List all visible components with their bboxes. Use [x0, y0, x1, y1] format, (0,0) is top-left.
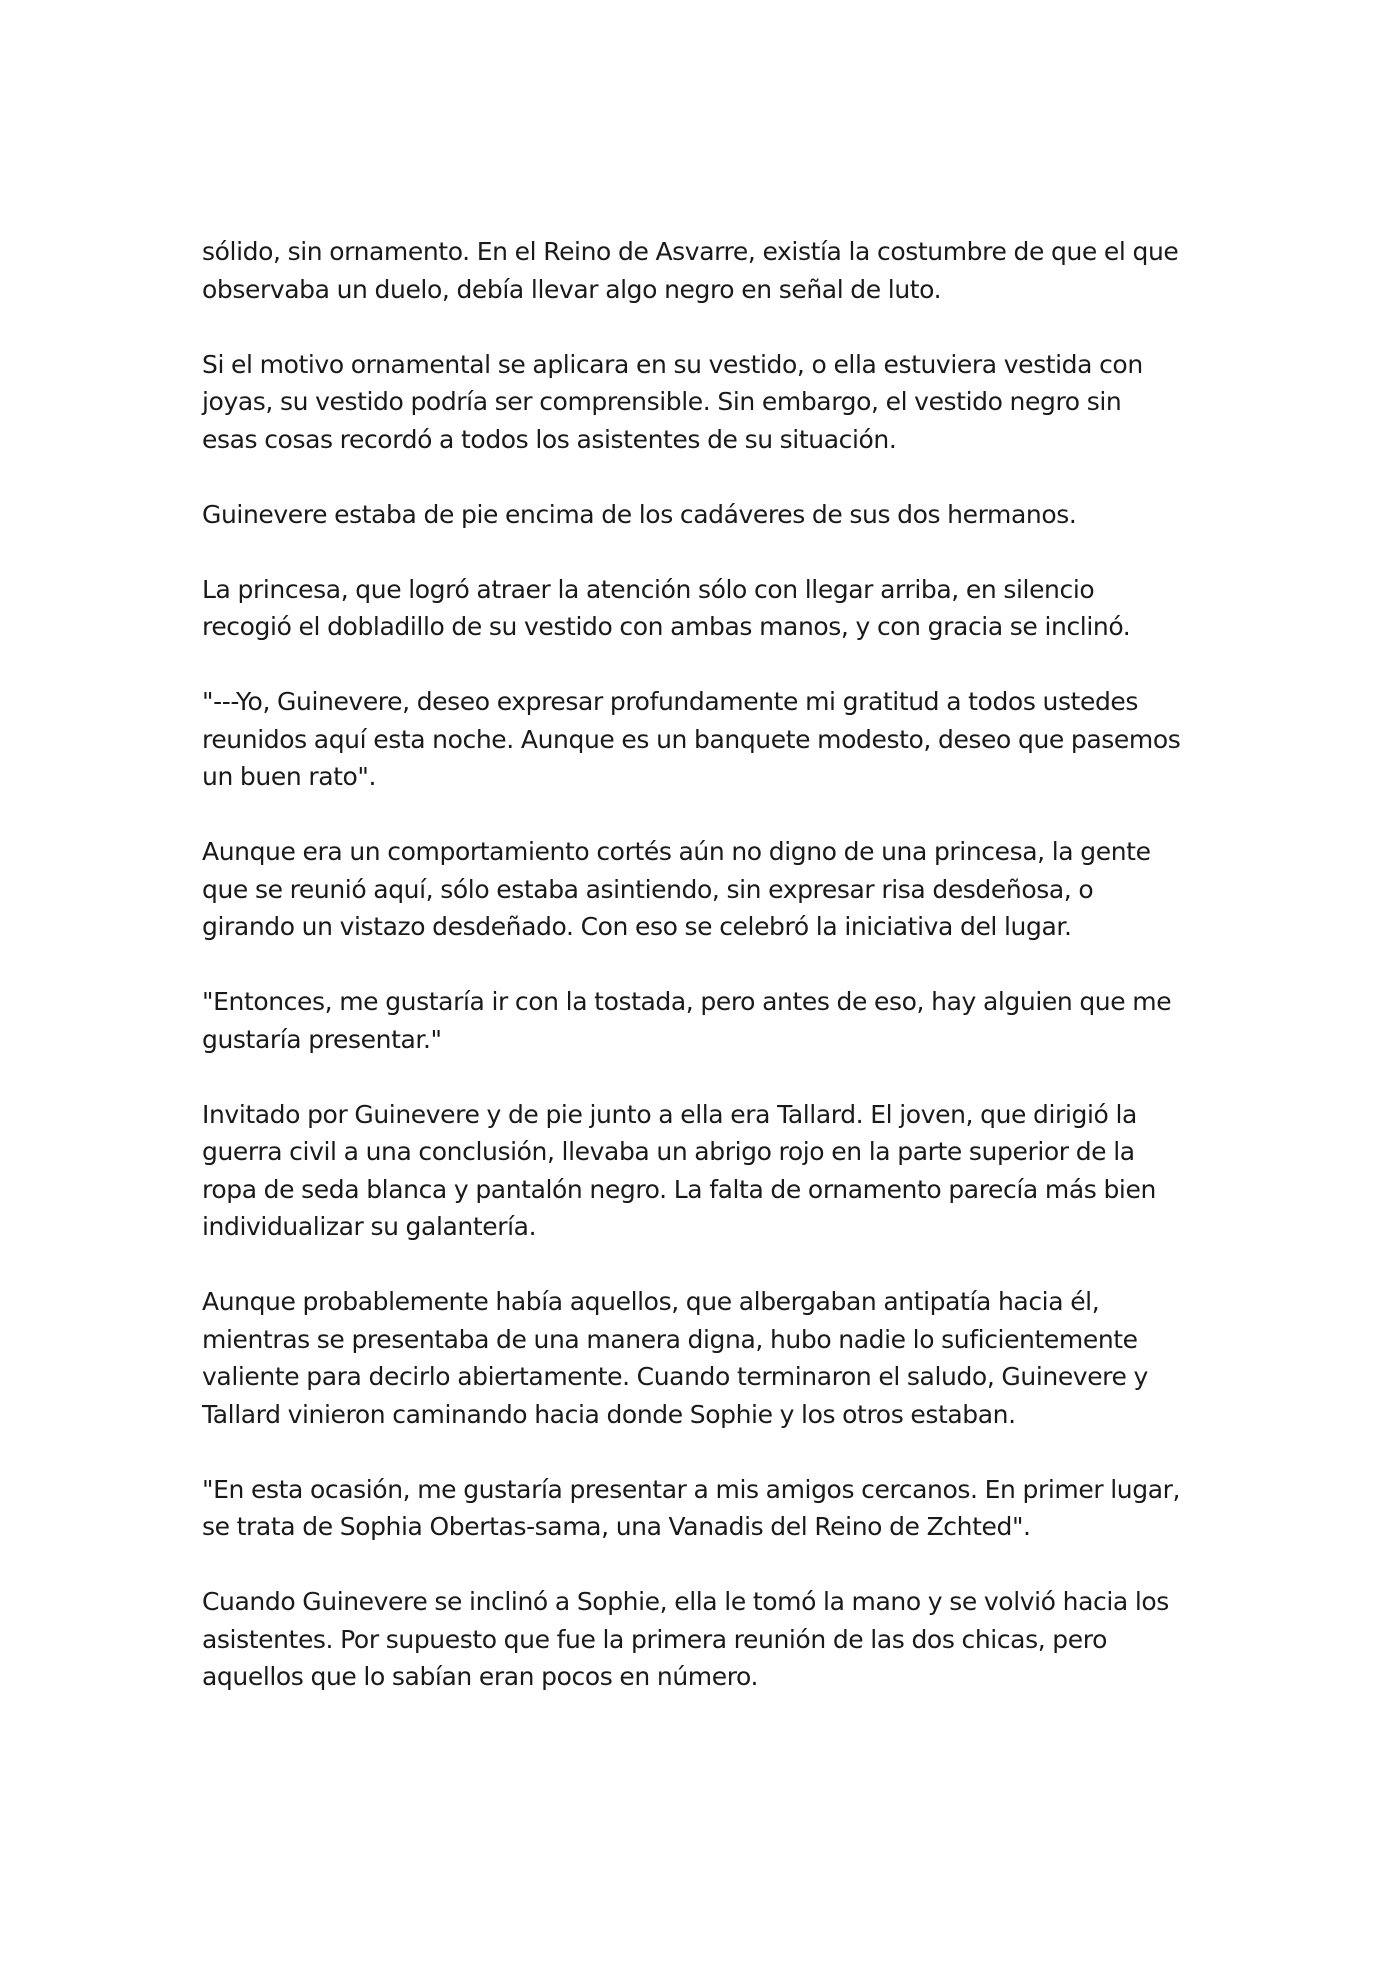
document-body [202, 233, 1212, 1733]
paragraph-9: Aunque probablemente había aquellos, que albergaban antipatía hacia él, mientras se presentaba de una manera digna, hubo nadie lo suficientemente valiente para decirlo abiertamente. Cuando terminaron el saludo, Guinevere y Tallard vinieron caminando hacia donde Sophie y los otros estaban. [202, 1287, 1148, 1429]
paragraph-5: "---Yo, Guinevere, deseo expresar profundamente mi gratitud a todos ustedes reunidos aquí esta noche. Aunque es un banquete modesto, deseo que pasemos un buen rato". [202, 687, 1181, 791]
paragraph-6: Aunque era un comportamiento cortés aún no digno de una princesa, la gente que se reunió aquí, sólo estaba asintiendo, sin expresar risa desdeñosa, o girando un vistazo desdeñado. Con eso se celebró la iniciativa del lugar. [202, 837, 1151, 941]
paragraph-4: La princesa, que logró atraer la atención sólo con llegar arriba, en silencio recogió el dobladillo de su vestido con ambas manos, y con gracia se inclinó. [202, 574, 1131, 641]
paragraph-7: "Entonces, me gustaría ir con la tostada, pero antes de eso, hay alguien que me gustaría presentar." [202, 987, 1172, 1054]
paragraph-3: Guinevere estaba de pie encima de los cadáveres de sus dos hermanos. [202, 499, 1077, 529]
paragraph-1: sólido, sin ornamento. En el Reino de Asvarre, existía la costumbre de que el que observaba un duelo, debía llevar algo negro en señal de luto. [202, 237, 1179, 304]
paragraph-2: Si el motivo ornamental se aplicara en su vestido, o ella estuviera vestida con joyas, su vestido podría ser comprensible. Sin embargo, el vestido negro sin esas cosas recordó a todos los asistentes de su situación. [202, 349, 1143, 454]
paragraph-10: "En esta ocasión, me gustaría presentar a mis amigos cercanos. En primer lugar, se trata de Sophia Obertas-sama, una Vanadis del Reino de Zchted". [202, 1474, 1181, 1541]
paragraph-8: Invitado por Guinevere y de pie junto a ella era Tallard. El joven, que dirigió la guerra civil a una conclusión, llevaba un abrigo rojo en la parte superior de la ropa de seda blanca y pantalón negro. La falta de ornamento parecía más bien individualizar su galantería. [202, 1099, 1156, 1241]
paragraph-11: Cuando Guinevere se inclinó a Sophie, ella le tomó la mano y se volvió hacia los asistentes. Por supuesto que fue la primera reunión de las dos chicas, pero aquellos que lo sabían eran pocos en número. [202, 1587, 1169, 1691]
